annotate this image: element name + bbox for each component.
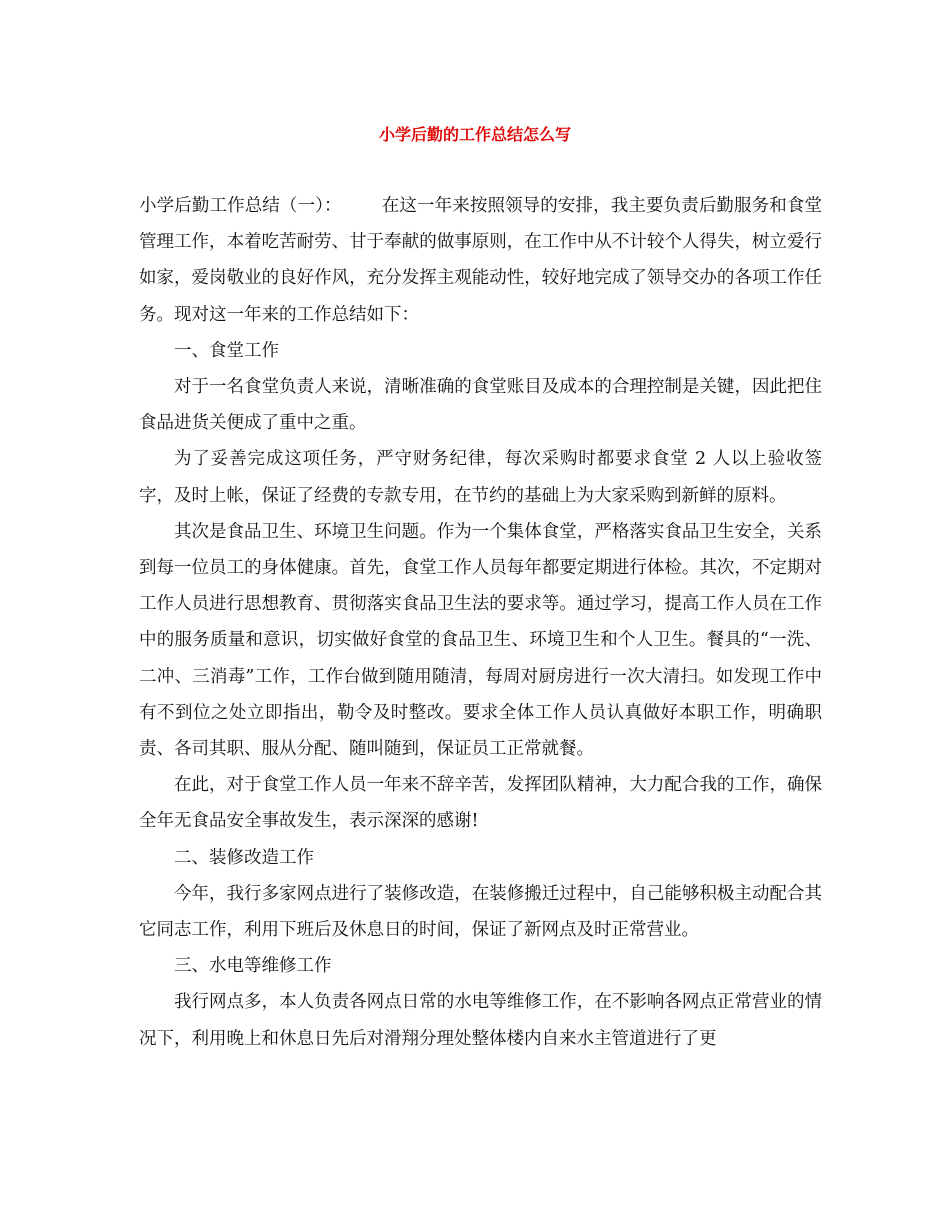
section-heading-maintenance: 三、水电等维修工作 xyxy=(174,956,332,977)
intro-label: 小学后勤工作总结（一）： xyxy=(139,196,342,216)
intro-paragraph xyxy=(139,188,822,333)
intro-text: 在这一年来按照领导的安排，我主要负责后勤服务和食堂管理工作，本着吃苦耐劳、甘于奉献的做事原则，在工作中从不计较个人得失，树立爱行如家，爱岗敬业的良好作风，充分发挥主观能动性，较好地完成了领导交办的各项工作任务。现对这一年来的工作总结如下： xyxy=(139,196,823,325)
section-heading-renovation: 二、装修改造工作 xyxy=(174,847,314,868)
paragraph: 对于一名食堂负责人来说，清晰准确的食堂账目及成本的合理控制是关键，因此把住食品进货关便成了重中之重。 xyxy=(139,377,822,434)
section-heading-canteen: 一、食堂工作 xyxy=(174,340,279,361)
paragraph: 今年，我行多家网点进行了装修改造，在装修搬迁过程中，自己能够积极主动配合其它同志工作，利用下班后及休息日的时间，保证了新网点及时正常营业。 xyxy=(139,883,822,941)
document-title: 小学后勤的工作总结怎么写 xyxy=(378,125,571,144)
document-body xyxy=(139,188,822,1057)
paragraph: 其次是食品卫生、环境卫生问题。作为一个集体食堂，严格落实食品卫生安全，关系到每一位员工的身体健康。首先，食堂工作人员每年都要定期进行体检。其次，不定期对工作人员进行思想教育、贯彻落实食品卫生法的要求等。通过学习，提高工作人员在工作中的服务质量和意识，切实做好食堂的食品卫生、环境卫生和个人卫生。餐具的“一洗、二冲、三消毒”工作，工作台做到随用随清，每周对厨房进行一次大清扫。如发现工作中有不到位之处立即指出，勒令及时整改。要求全体工作人员认真做好本职工作，明确职责、各司其职、服从分配、随叫随到，保证员工正常就餐。 xyxy=(139,521,822,760)
paragraph: 我行网点多，本人负责各网点日常的水电等维修工作，在不影响各网点正常营业的情况下，利用晚上和休息日先后对滑翔分理处整体楼内自来水主管道进行了更 xyxy=(139,992,822,1049)
paragraph: 为了妥善完成这项任务，严守财务纪律，每次采购时都要求食堂 2 人以上验收签字，及时上帐，保证了经费的专款专用，在节约的基础上为大家采购到新鲜的原料。 xyxy=(139,449,822,506)
paragraph: 在此，对于食堂工作人员一年来不辞辛苦，发挥团队精神，大力配合我的工作，确保全年无食品安全事故发生，表示深深的感谢! xyxy=(139,775,822,832)
